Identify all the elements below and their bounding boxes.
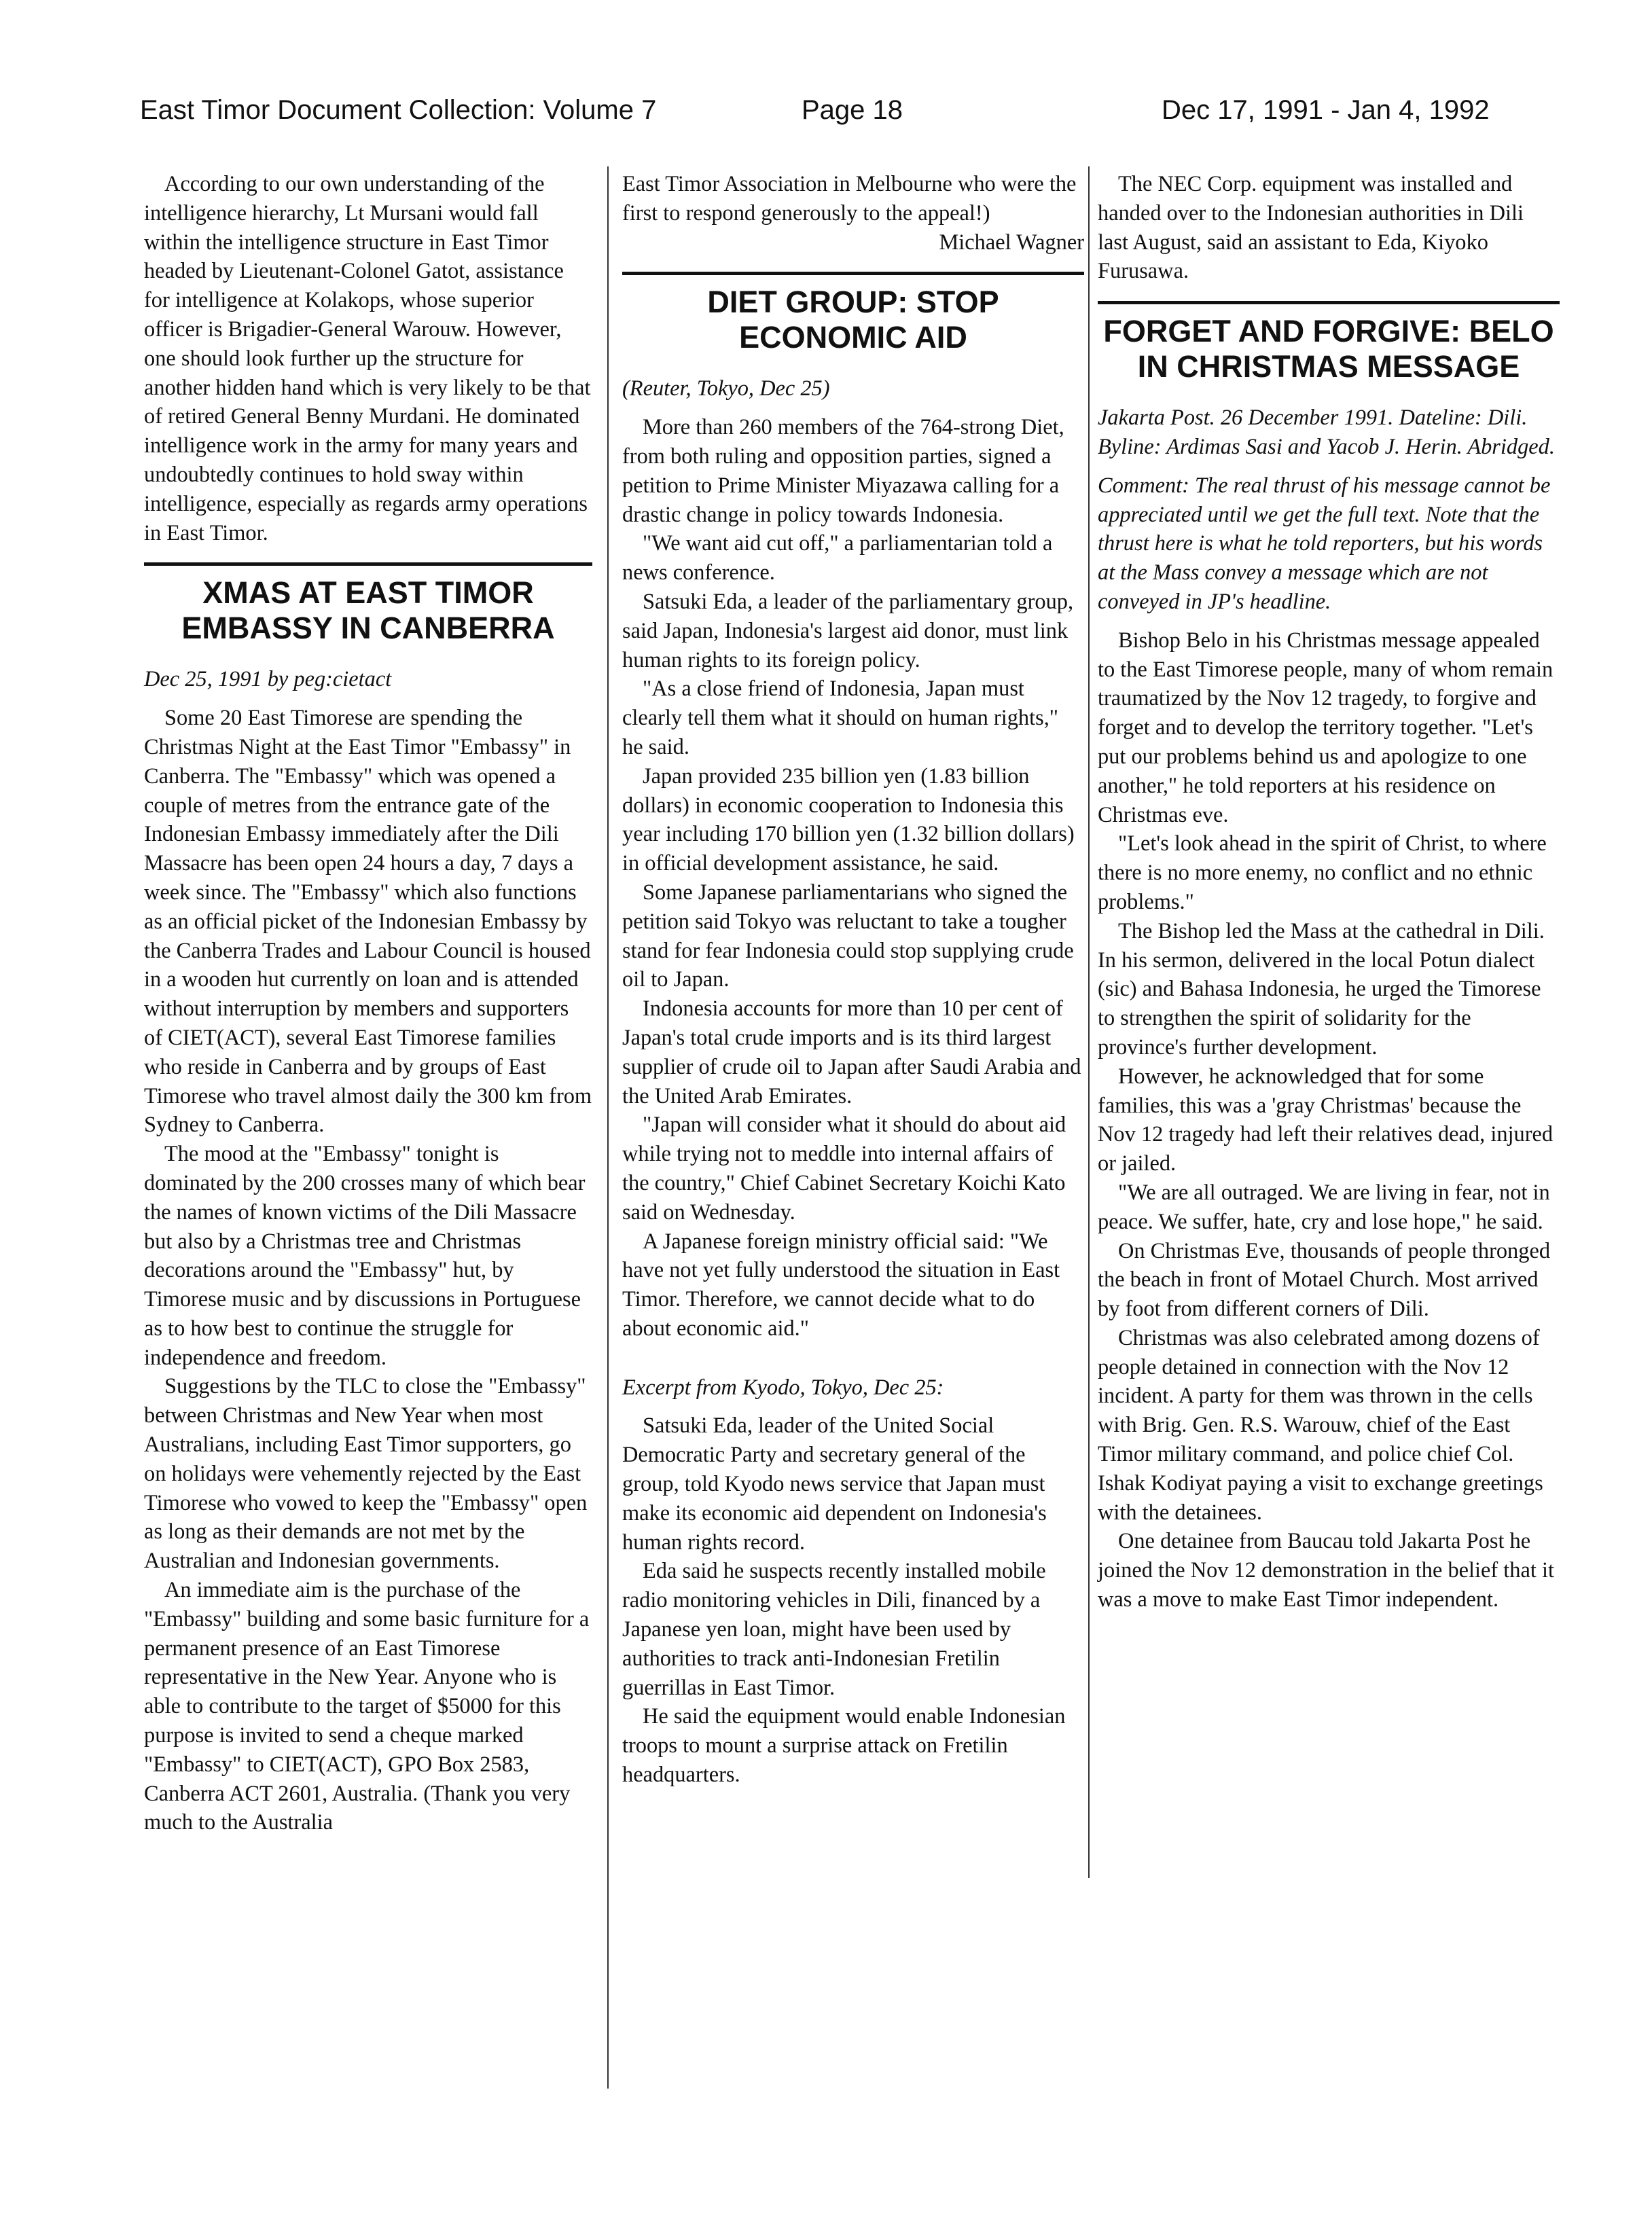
column-1 — [144, 170, 592, 1837]
column-2 — [622, 170, 1084, 1790]
section-rule — [144, 562, 592, 566]
collection-title: East Timor Document Collection: Volume 7 — [140, 95, 657, 125]
diet-paragraph: Some Japanese parliamentarians who signed the petition said Tokyo was reluctant to take a tougher stand for fear Indonesia could stop supplying crude oil to Japan. — [622, 880, 1074, 992]
column-divider-right — [1088, 166, 1090, 1878]
xmas-article-title: XMAS AT EAST TIMOR EMBASSY IN CANBERRA — [181, 575, 555, 646]
xmas-paragraph: Some 20 East Timorese are spending the Christmas Night at the East Timor "Embassy" in Canberra. The "Embassy" which was opened a couple of metres from the entrance gate of the Indonesian Embassy immediately after the Dili Massacre has been open 24 hours a day, 7 days a week since. The "Embassy" which also functions as an official picket of the Indonesian Embassy by the Canberra Trades and Labour Council is housed in a wooden hut currently on loan and is attended without interruption by members and supporters of CIET(ACT), several East Timorese families who reside in Canberra and by groups of East Timorese who travel almost daily the 300 km from Sydney to Canberra. — [144, 706, 592, 1138]
diet-article-title: DIET GROUP: STOP ECONOMIC AID — [707, 285, 999, 355]
kyodo-paragraph: He said the equipment would enable Indonesian troops to mount a surprise attack on Fretilin headquarters. — [622, 1704, 1066, 1788]
date-range: Dec 17, 1991 - Jan 4, 1992 — [1162, 95, 1490, 125]
xmas-paragraph: Suggestions by the TLC to close the "Embassy" between Christmas and New Year when most Australians, including East Timor supporters, go on holidays were vehemently rejected by the East Timorese who vowed to keep the "Embassy" open as long as their demands are not met by the Australian and Indonesian governments. — [144, 1374, 588, 1574]
xmas-continued-paragraph: East Timor Association in Melbourne who were the first to respond generously to the appeal!) — [622, 172, 1077, 225]
belo-article-title: FORGET AND FORGIVE: BELO IN CHRISTMAS MESSAGE — [1103, 314, 1554, 384]
belo-paragraph: Christmas was also celebrated among dozens of people detained in connection with the Nov 12 incident. A party for them was thrown in the cells with Brig. Gen. R.S. Warouw, chief of the East Timor military command, and police chief Col. Ishak Kodiyat paying a visit to exchange greetings with the detainees. — [1098, 1325, 1543, 1525]
intelligence-paragraph: According to our own understanding of the intelligence hierarchy, Lt Mursani would fall within the intelligence structure in East Timor headed by Lieutenant-Colonel Gatot, assistance for intelligence at Kolakops, whose superior officer is Brigadier-General Warouw. However, one should look further up the structure for another hidden hand which is very likely to be that of retired General Benny Murdani. He dominated intelligence work in the army for many years and undoubtedly continues to hold sway within intelligence, especially as regards army operations in East Timor. — [144, 172, 591, 545]
belo-paragraph: "We are all outraged. We are living in fear, not in peace. We suffer, hate, cry and lose hope," he said. — [1098, 1180, 1550, 1234]
column-3 — [1098, 170, 1560, 1614]
belo-paragraph: Bishop Belo in his Christmas message appealed to the East Timorese people, many of whom remain traumatized by the Nov 12 tragedy, to forgive and forget and to develop the territory together. "Let's put our problems behind us and apologize to one another," he told reporters at his residence on Christmas eve. — [1098, 628, 1554, 827]
column-divider-left — [607, 166, 609, 2089]
kyodo-paragraph: Satsuki Eda, leader of the United Social Democratic Party and secretary general of the group, told Kyodo news service that Japan must make its economic aid dependent on Indonesia's human rights record. — [622, 1413, 1047, 1555]
belo-editor-comment: Comment: The real thrust of his message cannot be appreciated until we get the full text. Note that the thrust here is what he told reporters, but his words at the Mass convey a message which are not conveyed in JP's headline. — [1098, 473, 1551, 614]
diet-paragraph: "We want aid cut off," a parliamentarian told a news conference. — [622, 531, 1053, 585]
belo-article-source: Jakarta Post. 26 December 1991. Dateline: Dili. Byline: Ardimas Sasi and Yacob J. Herin. Abridged. — [1098, 405, 1555, 459]
nec-continued-paragraph: The NEC Corp. equipment was installed and handed over to the Indonesian authorities in Dili last August, said an assistant to Eda, Kiyoko Furusawa. — [1098, 172, 1524, 284]
xmas-paragraph: An immediate aim is the purchase of the "Embassy" building and some basic furniture for a permanent presence of an East Timorese representative in the New Year. Anyone who is able to contribute to the target of $5000 for this purpose is invited to send a cheque marked "Embassy" to CIET(ACT), GPO Box 2583, Canberra ACT 2601, Australia. (Thank you very much to the Australia — [144, 1578, 590, 1835]
kyodo-paragraph: Eda said he suspects recently installed mobile radio monitoring vehicles in Dili, financed by a Japanese yen loan, might have been used by authorities to track anti-Indonesian Fretilin guerrillas in East Timor. — [622, 1559, 1046, 1700]
diet-paragraph: "As a close friend of Indonesia, Japan must clearly tell them what it should on human rights," he said. — [622, 676, 1059, 759]
section-rule — [1098, 301, 1560, 304]
diet-paragraph: "Japan will consider what it should do about aid while trying not to meddle into internal affairs of the country," Chief Cabinet Secretary Koichi Kato said on Wednesday. — [622, 1113, 1066, 1225]
xmas-paragraph: The mood at the "Embassy" tonight is dominated by the 200 crosses many of which bear the names of known victims of the Dili Massacre but also by a Christmas tree and Christmas decorations around the "Embassy" hut, by Timorese music and by discussions in Portuguese as to how best to continue the struggle for independence and freedom. — [144, 1142, 586, 1370]
diet-paragraph: Satsuki Eda, a leader of the parliamentary group, said Japan, Indonesia's largest aid donor, must link human rights to its foreign policy. — [622, 589, 1074, 672]
belo-paragraph: However, he acknowledged that for some families, this was a 'gray Christmas' because the Nov 12 tragedy had left their relatives dead, injured or jailed. — [1098, 1064, 1554, 1176]
diet-article-source: (Reuter, Tokyo, Dec 25) — [622, 376, 830, 401]
section-rule — [622, 272, 1084, 275]
belo-paragraph: On Christmas Eve, thousands of people thronged the beach in front of Motael Church. Most arrived by foot from different corners of Dili. — [1098, 1238, 1551, 1322]
kyodo-excerpt-source: Excerpt from Kyodo, Tokyo, Dec 25: — [622, 1375, 944, 1400]
belo-paragraph: The Bishop led the Mass at the cathedral in Dili. In his sermon, delivered in the local Potun dialect (sic) and Bahasa Indonesia, he urged the Timorese to strengthen the spirit of solidarity for the province's further development. — [1098, 918, 1545, 1060]
diet-paragraph: Indonesia accounts for more than 10 per cent of Japan's total crude imports and is its third largest supplier of crude oil to Japan after Saudi Arabia and the United Arab Emirates. — [622, 996, 1081, 1108]
belo-paragraph: One detainee from Baucau told Jakarta Post he joined the Nov 12 demonstration in the belief that it was a move to make East Timor independent. — [1098, 1529, 1554, 1612]
page-header — [0, 95, 1652, 136]
author-signature: Michael Wagner — [939, 230, 1084, 255]
diet-paragraph: A Japanese foreign ministry official said: "We have not yet fully understood the situation in East Timor. Therefore, we cannot decide what to do about economic aid." — [622, 1229, 1060, 1341]
diet-paragraph: Japan provided 235 billion yen (1.83 billion dollars) in economic cooperation to Indonesia this year including 170 billion yen (1.32 billion dollars) in official development assistance, he said. — [622, 763, 1075, 876]
xmas-article-byline: Dec 25, 1991 by peg:cietact — [144, 667, 392, 692]
page-number: Page 18 — [802, 95, 903, 125]
diet-paragraph: More than 260 members of the 764-strong Diet, from both ruling and opposition parties, signed a petition to Prime Minister Miyazawa calling for a drastic change in policy towards Indonesia. — [622, 415, 1064, 527]
belo-paragraph: "Let's look ahead in the spirit of Christ, to where there is no more enemy, no conflict and no ethnic problems." — [1098, 831, 1547, 914]
